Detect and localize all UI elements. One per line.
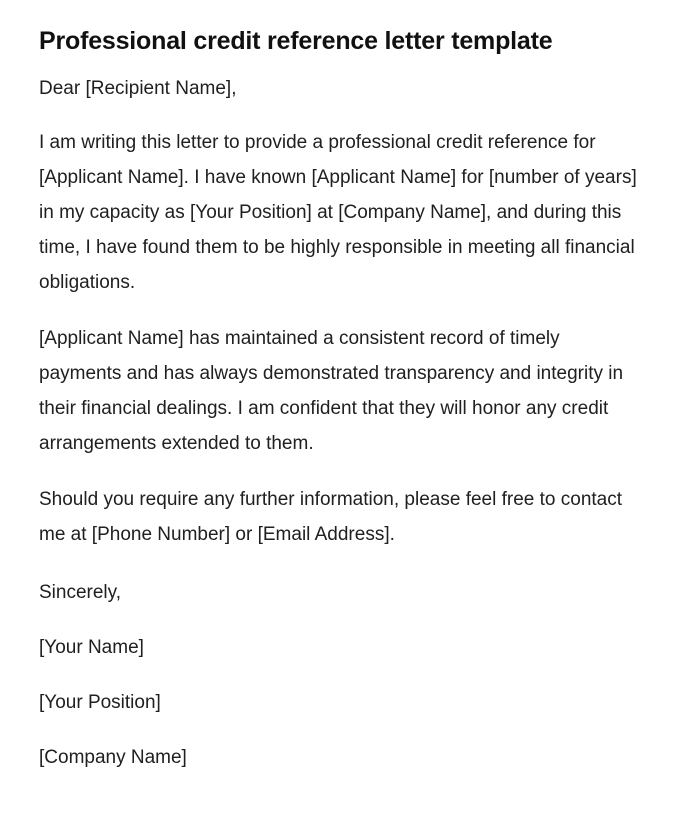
letter-closing: Sincerely,	[39, 582, 122, 603]
signature-company: [Company Name]	[39, 747, 187, 768]
letter-paragraph-3: Should you require any further information, please feel free to contact me at [Phone Number] or [Email Address].	[39, 489, 623, 545]
signature-name: [Your Name]	[39, 637, 144, 658]
letter-paragraph-2: [Applicant Name] has maintained a consistent record of timely payments and has always demonstrated transparency and integrity in their financial dealings. I am confident that they will honor any credit arrangements extended to them.	[39, 328, 624, 454]
letter-salutation: Dear [Recipient Name],	[39, 78, 237, 99]
letter-paragraph-1: I am writing this letter to provide a professional credit reference for [Applicant Name]. I have known [Applicant Name] for [number of years] in my capacity as [Your Position] at [Company Name], and during this time, I have found them to be highly responsible in meeting all financial obligations.	[39, 132, 637, 293]
signature-position: [Your Position]	[39, 692, 161, 713]
page-title: Professional credit reference letter template	[39, 27, 553, 55]
